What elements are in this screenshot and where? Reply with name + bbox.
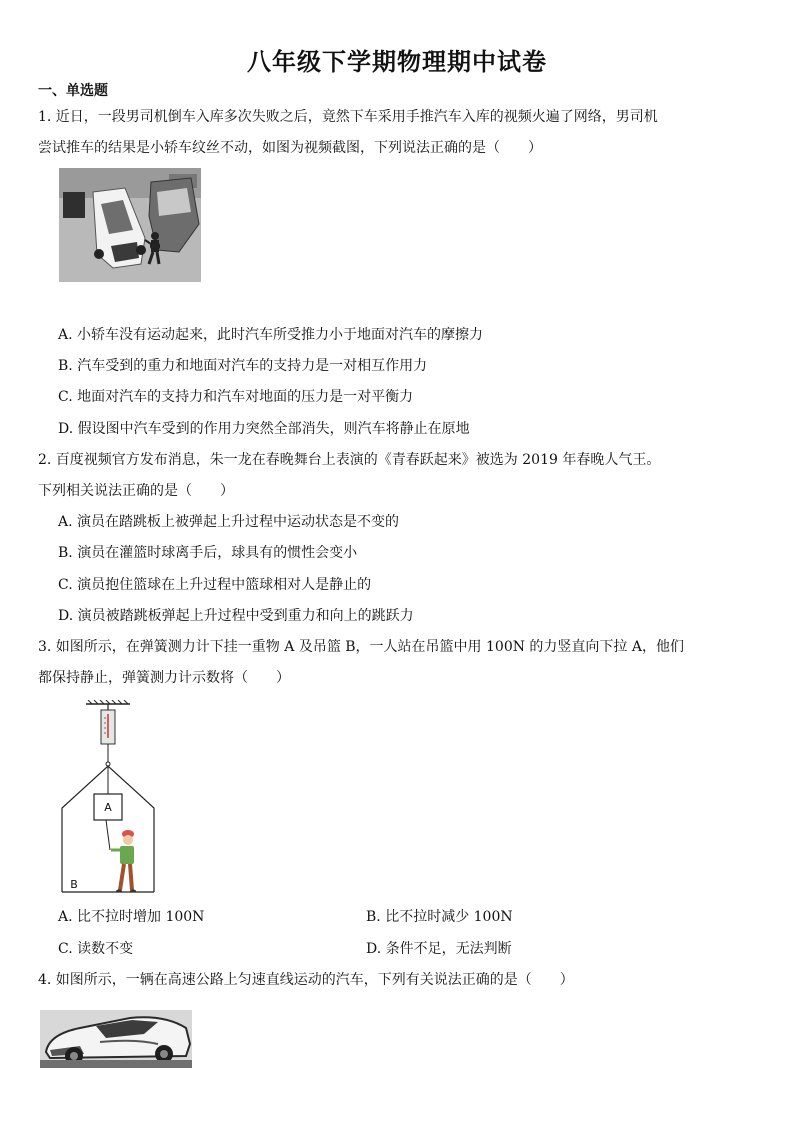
q3-option-a: A. 比不拉时增加 100N <box>58 909 205 925</box>
q1-stem-line1: 1. 近日，一段男司机倒车入库多次失败之后，竟然下车采用手推汽车入库的视频火遍了网络，男司机 <box>38 109 658 125</box>
q3-stem-line1: 3. 如图所示，在弹簧测力计下挂一重物 A 及吊篮 B，一人站在吊篮中用 100N 的力竖直向下拉 A，他们 <box>38 639 684 655</box>
q1-stem-line2: 尝试推车的结果是小轿车纹丝不动，如图为视频截图，下列说法正确的是（ ） <box>38 140 542 156</box>
q3-option-c: C. 读数不变 <box>58 941 134 957</box>
q3-option-b: B. 比不拉时减少 100N <box>366 909 513 925</box>
q4-car-image <box>40 1010 192 1068</box>
q3-option-d: D. 条件不足，无法判断 <box>366 941 512 957</box>
q2-option-c: C. 演员抱住篮球在上升过程中篮球相对人是静止的 <box>58 577 372 593</box>
q1-option-c: C. 地面对汽车的支持力和汽车对地面的压力是一对平衡力 <box>58 389 414 405</box>
section-heading: 一、单选题 <box>38 83 108 99</box>
q4-stem-line1: 4. 如图所示，一辆在高速公路上匀速直线运动的汽车，下列有关说法正确的是（ ） <box>38 972 574 988</box>
q1-car-photo <box>59 168 201 282</box>
q2-option-b: B. 演员在灌篮时球离手后，球具有的惯性会变小 <box>58 545 358 561</box>
q3-label-b: B <box>70 878 78 891</box>
q3-spring-scale-figure <box>58 700 168 898</box>
page-title: 八年级下学期物理期中试卷 <box>247 48 547 76</box>
q3-label-a: A <box>104 801 112 814</box>
q3-stem-line2: 都保持静止，弹簧测力计示数将（ ） <box>38 670 290 686</box>
q1-option-b: B. 汽车受到的重力和地面对汽车的支持力是一对相互作用力 <box>58 358 428 374</box>
q1-option-d: D. 假设图中汽车受到的作用力突然全部消失，则汽车将静止在原地 <box>58 421 470 437</box>
q2-option-d: D. 演员被踏跳板弹起上升过程中受到重力和向上的跳跃力 <box>58 608 414 624</box>
q2-option-a: A. 演员在踏跳板上被弹起上升过程中运动状态是不变的 <box>58 514 400 530</box>
q2-stem-line1: 2. 百度视频官方发布消息，朱一龙在春晚舞台上表演的《青春跃起来》被选为 2019 年春晚人气王。 <box>38 452 661 468</box>
q2-stem-line2: 下列相关说法正确的是（ ） <box>38 483 234 499</box>
q1-option-a: A. 小轿车没有运动起来，此时汽车所受推力小于地面对汽车的摩擦力 <box>58 327 484 343</box>
